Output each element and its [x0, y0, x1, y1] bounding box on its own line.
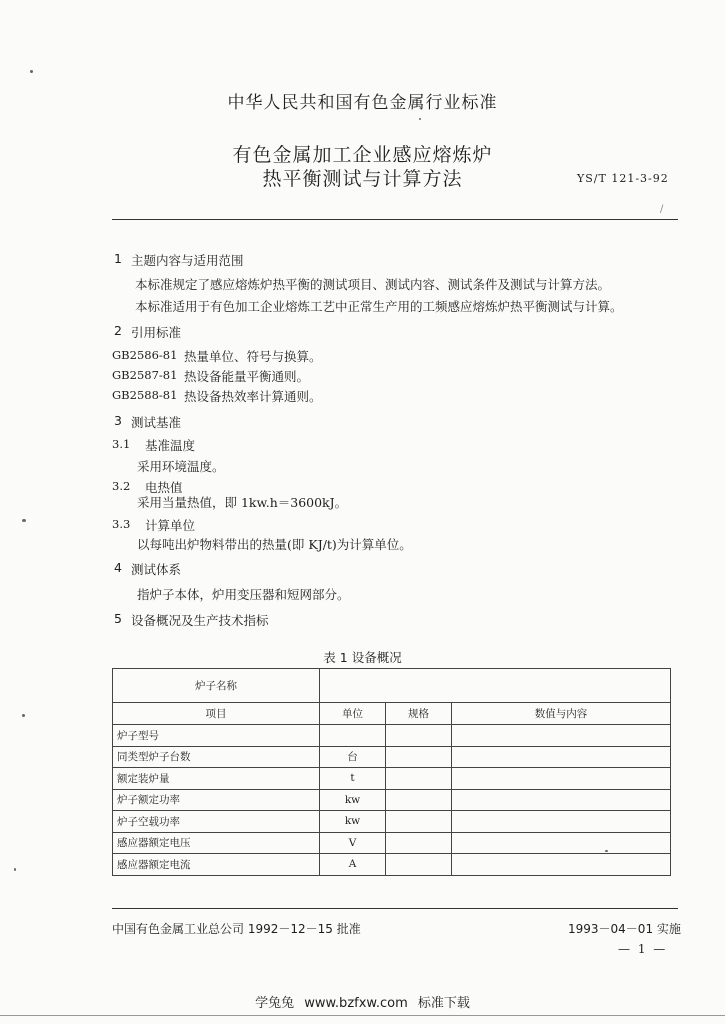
reference-text: 热设备能量平衡通则。 [184, 369, 310, 384]
section-2-number: 2 [114, 323, 122, 338]
subsection-3-2-text: 采用当量热值，即 1kw.h＝3600kJ。 [137, 495, 348, 510]
row-item: 额定装炉量 [113, 768, 320, 790]
subsection-3-3-number: 3.3 [112, 517, 131, 531]
section-1-paragraph-1: 本标准规定了感应熔炼炉热平衡的测试项目、测试内容、测试条件及测试与计算方法。 [135, 277, 611, 292]
issuing-body-title: 中华人民共和国有色金属行业标准 [227, 93, 498, 113]
row-value [452, 811, 671, 833]
row-unit: kw [320, 789, 386, 811]
row-value [452, 832, 671, 854]
row-unit: V [320, 832, 386, 854]
row-unit [320, 725, 386, 747]
table-row [113, 768, 671, 790]
row-value [452, 725, 671, 747]
section-4-title: 测试体系 [131, 562, 182, 577]
reference-text: 热量单位、符号与换算。 [184, 349, 322, 364]
row-unit: t [320, 768, 386, 790]
row-spec [386, 832, 452, 854]
row-value [452, 768, 671, 790]
reference-code: GB2587-81 [112, 368, 178, 382]
document-title-line-1: 有色金属加工企业感应熔炼炉 [232, 144, 493, 166]
row-item: 炉子额定功率 [113, 789, 320, 811]
section-2-title: 引用标准 [131, 325, 182, 340]
table-row [113, 746, 671, 768]
subsection-3-2-title: 电热值 [145, 480, 183, 495]
scan-speck [22, 519, 26, 522]
row-item: 炉子空载功率 [113, 811, 320, 833]
approval-statement: 中国有色金属工业总公司 1992－12－15 批准 [112, 922, 361, 936]
row-spec [386, 746, 452, 768]
bottom-edge-line [0, 1015, 725, 1016]
column-header-item: 项目 [113, 703, 320, 725]
section-5-title: 设备概况及生产技术指标 [131, 613, 269, 628]
section-1-paragraph-2: 本标准适用于有色加工企业熔炼工艺中正常生产用的工频感应熔炼炉热平衡测试与计算。 [135, 299, 623, 314]
document-title-line-2: 热平衡测试与计算方法 [262, 168, 463, 190]
section-1-title: 主题内容与适用范围 [131, 253, 244, 268]
equipment-overview-table [112, 668, 671, 876]
row-item: 炉子型号 [113, 725, 320, 747]
row-spec [386, 811, 452, 833]
effective-date: 1993－04－01 实施 [568, 922, 681, 936]
row-spec [386, 789, 452, 811]
row-value [452, 854, 671, 876]
column-header-value: 数值与内容 [452, 703, 671, 725]
row-item: 同类型炉子台数 [113, 746, 320, 768]
standard-number: YS/T 121-3-92 [577, 172, 669, 185]
row-unit: kw [320, 811, 386, 833]
table-row [113, 832, 671, 854]
row-item: 感应器额定电压 [113, 832, 320, 854]
subsection-3-3-title: 计算单位 [145, 518, 196, 533]
subsection-3-1-title: 基准温度 [145, 438, 196, 453]
scan-mark: / [660, 204, 664, 215]
scan-speck [30, 70, 33, 73]
header-divider [112, 219, 678, 220]
footer-divider [112, 908, 678, 909]
row-unit: A [320, 854, 386, 876]
table-row [113, 811, 671, 833]
subsection-3-3-text: 以每吨出炉物料带出的热量(即 KJ/t)为计算单位。 [137, 537, 412, 552]
section-4-text: 指炉子本体，炉用变压器和短网部分。 [137, 587, 350, 602]
table-row [113, 669, 671, 703]
table-header-row [113, 703, 671, 725]
row-unit: 台 [320, 746, 386, 768]
column-header-unit: 单位 [320, 703, 386, 725]
row-spec [386, 725, 452, 747]
scan-speck [22, 714, 25, 717]
row-value [452, 789, 671, 811]
section-3-number: 3 [114, 413, 122, 428]
table-row [113, 725, 671, 747]
reference-text: 热设备热效率计算通则。 [184, 389, 322, 404]
furnace-name-value [320, 669, 671, 703]
column-header-spec: 规格 [386, 703, 452, 725]
reference-code: GB2588-81 [112, 388, 178, 402]
row-spec [386, 768, 452, 790]
section-5-number: 5 [114, 611, 122, 626]
section-1-number: 1 [114, 251, 122, 266]
row-item: 感应器额定电流 [113, 854, 320, 876]
table-row [113, 854, 671, 876]
table-caption: 表 1 设备概况 [323, 650, 402, 665]
scan-speck [605, 850, 608, 852]
scan-speck [419, 118, 421, 120]
row-value [452, 746, 671, 768]
row-spec [386, 854, 452, 876]
section-3-title: 测试基准 [131, 415, 182, 430]
scan-speck [14, 868, 16, 871]
subsection-3-2-number: 3.2 [112, 479, 131, 493]
subsection-3-1-text: 采用环境温度。 [137, 459, 225, 474]
download-site-watermark: 学兔兔 www.bzfxw.com 标准下载 [255, 996, 470, 1011]
page-number: — 1 — [618, 942, 668, 956]
reference-code: GB2586-81 [112, 348, 178, 362]
table-row [113, 789, 671, 811]
section-4-number: 4 [114, 560, 122, 575]
furnace-name-label: 炉子名称 [113, 669, 320, 703]
subsection-3-1-number: 3.1 [112, 437, 131, 451]
